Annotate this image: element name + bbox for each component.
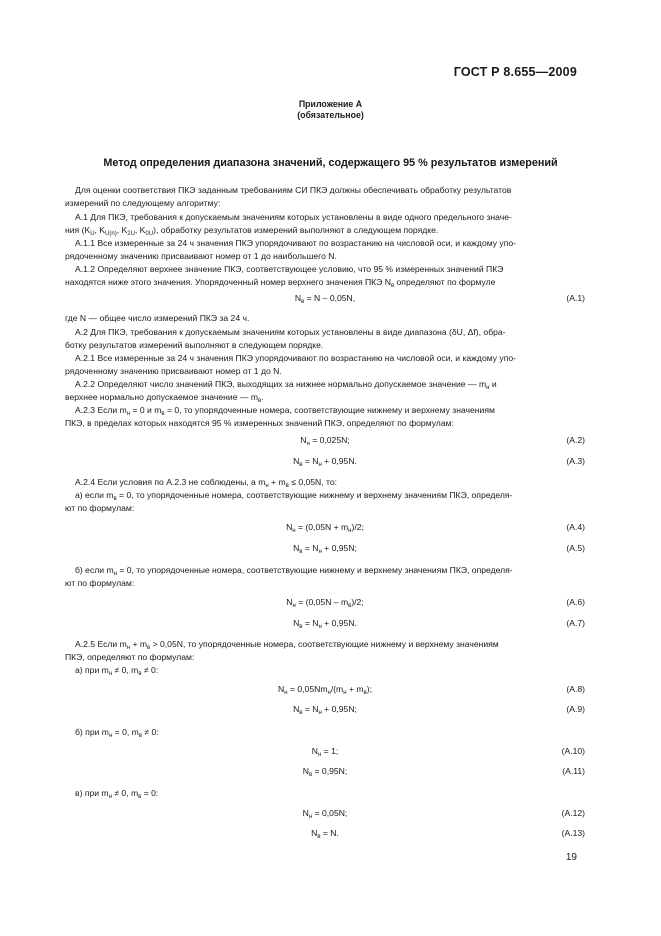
- text-line: в) при $m_н \ne 0$, $m_в = 0$:: [75, 788, 159, 800]
- text-line: ния ($K_U$, $K_{U(n)}$, $K_{2U}$, $K_{0U}$), обработку результатов измерений выполняют в следующем порядке.: [65, 225, 439, 237]
- formula: $N_в = 0,95N$;: [302, 766, 348, 778]
- text-line: А.1.2 Определяют верхнее значение ПКЭ, соответствующее условию, что 95 % измеренных значений ПКЭ: [75, 264, 504, 274]
- text-line: А.2.5 Если $m_н + m_в > 0,05N$, то упорядоченные номера, соответствующие нижнему и верхнему значениям: [75, 639, 499, 651]
- formula-row: [65, 828, 585, 841]
- text-line: А.1.1 Все измеренные за 24 ч значения ПКЭ упорядочивают по возрастанию на числовой оси, и каждому упо-: [75, 238, 517, 248]
- text-line: ют по формулам:: [65, 578, 135, 588]
- text-line: Для оценки соответствия ПКЭ заданным требованиям СИ ПКЭ должны обеспечивать обработку результатов: [75, 185, 512, 195]
- formula: $N_в = N_н + 0,95N$.: [293, 618, 357, 630]
- formula: $N_в = N_н + 0,95N$;: [293, 543, 357, 555]
- formula: $N_н = 1$;: [311, 746, 339, 758]
- text-line: ботку результатов измерений выполняют в следующем порядке.: [65, 340, 324, 350]
- formula: $N_н = 0,05N$;: [302, 808, 348, 820]
- formula-number: (А.3): [566, 456, 585, 466]
- text-line: А.2.3 Если $m_н = 0$ и $m_в = 0$, то упорядоченные номера, соответствующие нижнему и верхнему значениям: [75, 405, 495, 417]
- text-line: А.2 Для ПКЭ, требования к допускаемым значениям которых установлены в виде диапазона (δU, Δf), обра-: [75, 327, 506, 337]
- formula-row: [65, 456, 585, 469]
- formula-row: [65, 704, 585, 717]
- text-line: ПКЭ, определяют по формулам:: [65, 652, 195, 662]
- formula: $N_н = (0,05N - m_в)/2$;: [286, 597, 364, 609]
- formula-number: (А.8): [566, 684, 585, 694]
- page-number: 19: [565, 852, 577, 863]
- text-line: находятся ниже этого значения. Упорядоченный номер верхнего значения ПКЭ $N_в$ определяют по формуле: [65, 277, 496, 289]
- standard-number: ГОСТ Р 8.655—2009: [453, 65, 577, 79]
- formula-number: (А.6): [566, 597, 585, 607]
- formula-row: [65, 766, 585, 779]
- annex-title: Приложение А: [298, 99, 363, 109]
- formula-row: [65, 808, 585, 821]
- formula-number: (А.10): [561, 746, 585, 756]
- formula: $N_в = N - 0,05N$,: [294, 293, 356, 305]
- formula-number: (А.5): [566, 543, 585, 553]
- text-line: А.2.2 Определяют число значений ПКЭ, выходящих за нижнее нормально допускаемое значение — $m_н$ и: [75, 379, 497, 391]
- formula-row: [65, 435, 585, 448]
- text-line: верхнее нормально допускаемое значение — $m_в$.: [65, 392, 264, 404]
- annex-status: (обязательное): [297, 110, 364, 120]
- formula-number: (А.2): [566, 435, 585, 445]
- formula-number: (А.7): [566, 618, 585, 628]
- formula-row: [65, 618, 585, 631]
- formula: $N_н = 0,025N$;: [300, 435, 350, 447]
- formula: $N_н = 0,05Nm_н/(m_н + m_в)$;: [278, 684, 372, 696]
- formula: $N_в = N_н + 0,95N$;: [293, 704, 357, 716]
- formula-number: (А.9): [566, 704, 585, 714]
- text-line: ют по формулам:: [65, 503, 135, 513]
- text-line: а) при $m_н \ne 0$, $m_в \ne 0$:: [75, 665, 159, 677]
- text-line: А.2.4 Если условия по А.2.3 не соблюдены, а $m_н + m_в \le 0,05N$, то:: [75, 477, 338, 489]
- formula-row: [65, 522, 585, 535]
- section-heading: Метод определения диапазона значений, содержащего 95 % результатов измерений: [103, 157, 558, 169]
- text-line: А.2.1 Все измеренные за 24 ч значения ПКЭ упорядочивают по возрастанию на числовой оси, и каждому упо-: [75, 353, 517, 363]
- formula-row: [65, 543, 585, 556]
- formula-row: [65, 684, 585, 697]
- formula-number: (А.12): [561, 808, 585, 818]
- formula: $N_н = (0,05N + m_н)/2$;: [286, 522, 364, 534]
- text-line: рядоченному значению присваивают номер от 1 до N.: [65, 366, 282, 376]
- formula-row: [65, 597, 585, 610]
- text-line: б) при $m_н = 0$, $m_в \ne 0$:: [75, 727, 159, 739]
- formula-number: (А.1): [566, 293, 585, 303]
- text-line: рядоченному значению присваивают номер от 1 до наибольшего N.: [65, 251, 337, 261]
- text-line: б) если $m_н = 0$, то упорядоченные номера, соответствующие нижнему и верхнему значениям ПКЭ, определя-: [75, 565, 513, 577]
- text-line: А.1 Для ПКЭ, требования к допускаемым значениям которых установлены в виде одного предельного значе-: [75, 212, 512, 222]
- formula: $N_в = N_н + 0,95N$.: [293, 456, 357, 468]
- text-line: измерений по следующему алгоритму:: [65, 198, 221, 208]
- formula-number: (А.11): [562, 766, 585, 776]
- formula-row: [65, 746, 585, 759]
- text-line: а) если $m_в = 0$, то упорядоченные номера, соответствующие нижнему и верхнему значениям ПКЭ, определя-: [75, 490, 513, 502]
- text-line: где N — общее число измерений ПКЭ за 24 ч.: [65, 313, 250, 323]
- formula-number: (А.13): [561, 828, 585, 838]
- formula: $N_в = N$.: [311, 828, 339, 840]
- formula-row: [65, 293, 585, 306]
- text-line: ПКЭ, в пределах которых находятся 95 % измеренных значений ПКЭ, определяют по формулам:: [65, 418, 454, 428]
- formula-number: (А.4): [566, 522, 585, 532]
